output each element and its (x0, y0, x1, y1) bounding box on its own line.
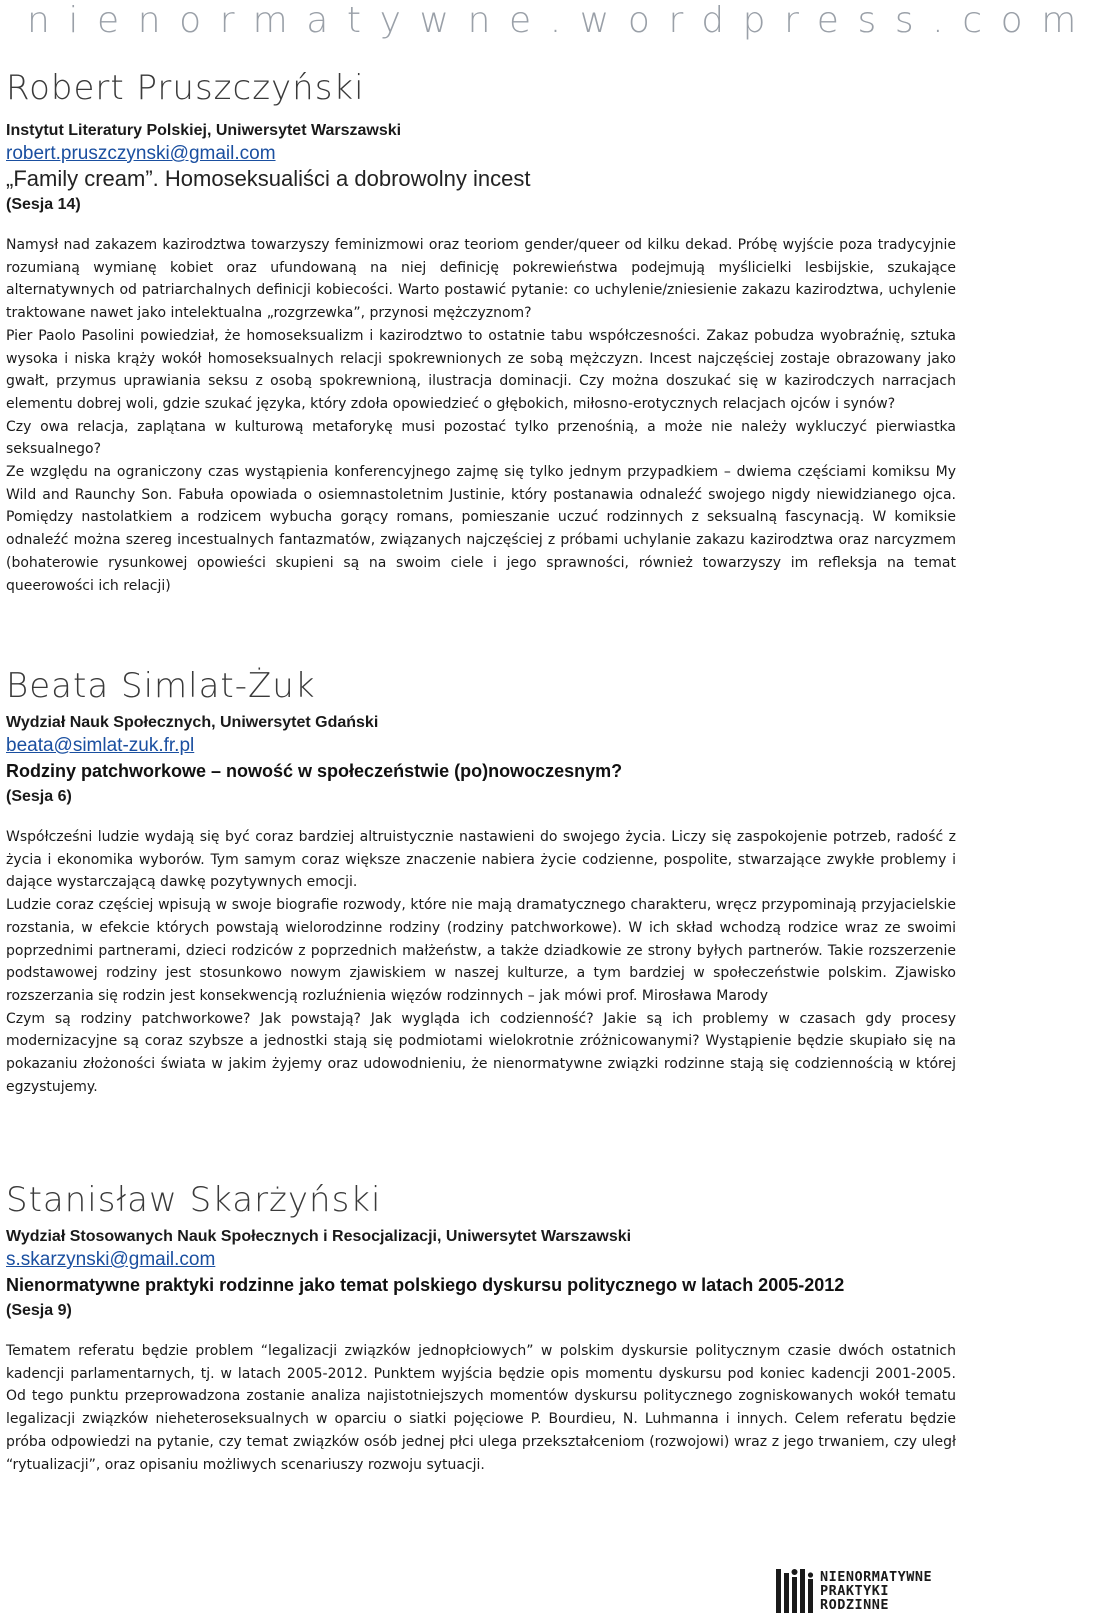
paragraph: Współcześni ludzie wydają się być coraz bardziej altruistycznie nastawieni do swojego życia. Liczy się zaspokojenie potrzeb, radość z życia i ekonomika wyborów. Tym samym coraz większe znaczenie nabiera życie codzienne, pospolite, stwarzające zwykłe problemy i dające wystarczającą dawkę pozytywnych emocji. (6, 829, 956, 891)
abstract-entry-3 (6, 1180, 956, 1476)
paragraph: Pier Paolo Pasolini powiedział, że homoseksualizm i kazirodztwo to ostatnie tabu współczesności. Zakaz pobudza wyobraźnię, sztuka wysoka i niska krąży wokół homoseksualnych relacji spokrewnionych ze sobą mężczyzn. Incest najczęściej zostaje obrazowany jako gwałt, przymus uprawiania seksu z osobą spokrewnioną, ilustracja dominacji. Czy można doszukać się w kazirodczych narracjach elementu dobrej woli, gdzie szukać języka, który zdoła opowiedzieć o głębokich, miłosno-erotycznych relacjach ojców i synów? (6, 327, 956, 412)
author-name: Beata Simlat-Żuk (6, 666, 316, 706)
paragraph: Czy owa relacja, zaplątana w kulturową metaforykę musi pozostać tylko przenośnią, a może nie należy wykluczyć pierwiastka seksualnego? (6, 418, 956, 458)
affiliation: Wydział Stosowanych Nauk Społecznych i Resocjalizacji, Uniwersytet Warszawski (6, 1228, 632, 1245)
affiliation: Wydział Nauk Społecznych, Uniwersytet Gdański (6, 714, 379, 731)
session-label: (Sesja 14) (6, 196, 81, 213)
logo-line: NIENORMATYWNE (820, 1569, 933, 1585)
paragraph: Ze względu na ograniczony czas wystąpienia konferencyjnego zajmę się tylko jednym przypadkiem – dwiema częściami komiksu My Wild and Raunchy Son. Fabuła opowiada o osiemnastoletnim Justinie, który postanawia odnaleźć swojego nigdy niewidzianego ojca. Pomiędzy nastolatkiem a rodzicem wybucha gorący romans, pomieszanie uczuć rodzinnych z seksualną fascynacją. W komiksie odnaleźć można szereg incestualnych fantazmatów, związanych najczęściej z próbami uchylanie zakazu kazirodztwa oraz narcyzmem (bohaterowie rysunkowej opowieści skupieni są na swoim ciele i jego sprawności, również towarzyszy im refleksja na temat queerowości ich relacji) (6, 464, 956, 594)
logo-text (820, 1570, 932, 1612)
paragraph: Ludzie coraz częściej wpisują w swoje biografie rozwody, które nie mają dramatycznego charakteru, wręcz przypominają przyjacielskie rozstania, w efekcie których powstają wielorodzinne rodziny (rodziny patchworkowe). W ich skład wchodzą rodzice wraz ze swoimi poprzednimi partnerami, dzieci rodziców z poprzednich małżeństw, a także dziadkowie ze strony byłych partnerów. Takie rozszerzenie podstawowej rodziny jest stosunkowo nowym zjawiskiem w naszej kulturze, a tym bardziej w społeczeństwie polskim. Zjawisko rozszerzania się rodzin jest konsekwencją rozluźnienia więzów rodzinnych – jak mówi prof. Mirosława Marody (6, 897, 956, 1004)
author-name: Stanisław Skarżyński (6, 1180, 382, 1220)
session-label: (Sesja 9) (6, 1302, 72, 1319)
paragraph: Tematem referatu będzie problem “legalizacji związków jednopłciowych” w polskim dyskursie politycznym czasie dwóch ostatnich kadencji parlamentarnych, tj. w latach 2005-2012. Punktem wyjścia będzie opis momentu dyskursu pod koniec kadencji 2001-2005. Od tego punktu przeprowadzona zostanie analiza najistotniejszych momentów dyskursu politycznego zogniskowanych wokół tematu legalizacji związków nieheteroseksualnych w oparciu o siatki pojęciowe P. Bourdieu, N. Luhmanna i innych. Celem referatu będzie próba odpowiedzi na pytanie, czy temat związków osób jednej płci ulega przekształceniom (rozwojowi) wraz z jego trwaniem, czy uległ “rytualizacji”, oraz opisaniu możliwych scenariuszy rozwoju sytuacji. (6, 1343, 956, 1473)
paragraph: Czym są rodziny patchworkowe? Jak powstają? Jak wygląda ich codzienność? Jakie są ich problemy w czasach gdy procesy modernizacyjne są coraz szybsze a jednostki stają się podmiotami wielokrotnie zróżnicowanymi? Wystąpienie będzie skupiało się na pokazaniu złożoności świata w jakim żyjemy oraz udowodnieniu, że nienormatywne związki rodzinne stają się codziennością w której egzystujemy. (6, 1010, 956, 1095)
email-link[interactable]: robert.pruszczynski@gmail.com (6, 143, 276, 164)
author-name: Robert Pruszczyński (6, 68, 365, 108)
abstract-body (6, 1340, 956, 1476)
session-label: (Sesja 6) (6, 788, 72, 805)
affiliation: Instytut Literatury Polskiej, Uniwersytet Warszawski (6, 122, 402, 139)
conference-logo (776, 1569, 956, 1613)
email-link[interactable]: s.skarzynski@gmail.com (6, 1249, 216, 1270)
abstract-entry-2 (6, 666, 956, 1098)
abstract-body (6, 826, 956, 1098)
family-logo-icon (776, 1569, 814, 1613)
abstract-title: Nienormatywne praktyki rodzinne jako temat polskiego dyskursu politycznego w latach 2005-2012 (6, 1275, 845, 1295)
abstract-body (6, 234, 956, 597)
logo-line: PRAKTYKI (820, 1583, 890, 1599)
abstract-entry-1 (6, 68, 956, 597)
email-link[interactable]: beata@simlat-zuk.fr.pl (6, 735, 195, 756)
paragraph: Namysł nad zakazem kazirodztwa towarzyszy feminizmowi oraz teoriom gender/queer od kilku dekad. Próbę wyjście poza tradycyjnie rozumianą wymianę kobiet oraz ufundowaną na niej definicję pokrewieństwa podejmują myślicielki lesbijskie, szukające alternatywnych od patriarchalnych definicji kobiecości. Warto postawić pytanie: co uchylenie/zniesienie zakazu kazirodztwa, uchylenie traktowane nawet jako intelektualna „rozgrzewka”, przynosi mężczyznom? (6, 237, 956, 322)
site-header: nienormatywne.wordpress.com (27, 0, 1095, 41)
logo-line: RODZINNE (820, 1597, 890, 1613)
abstract-title: „Family cream”. Homoseksualiści a dobrowolny incest (6, 166, 531, 191)
abstract-title: Rodziny patchworkowe – nowość w społeczeństwie (po)nowoczesnym? (6, 761, 623, 781)
